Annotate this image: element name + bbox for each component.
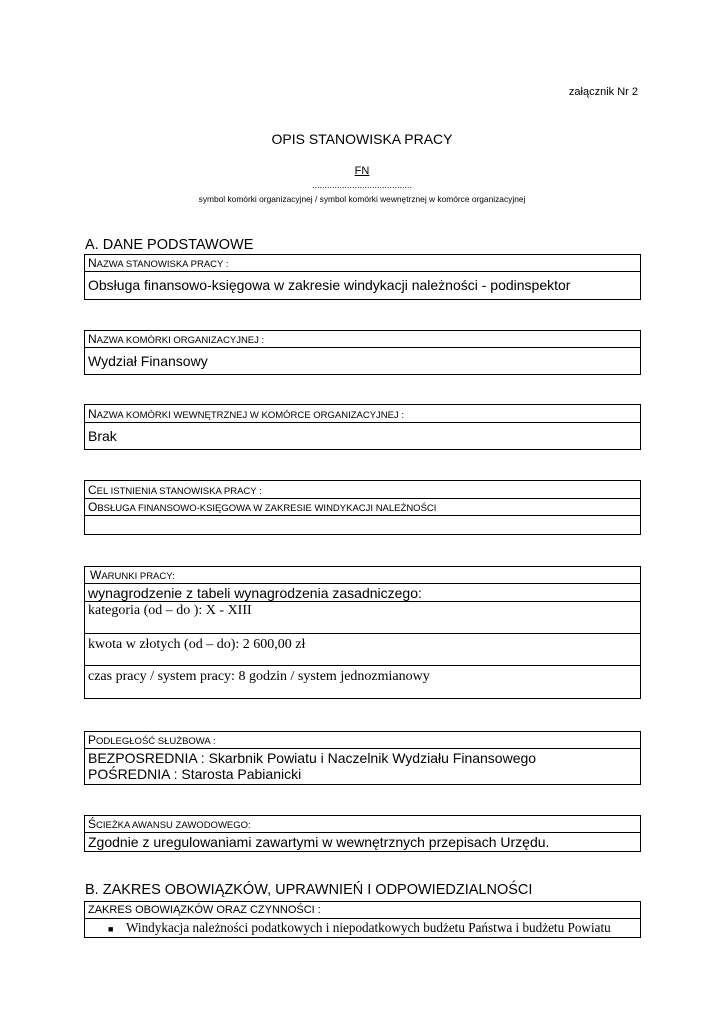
duties-label: ZAKRES OBOWIĄZKÓW ORAZ CZYNNOŚCI : [85,902,640,919]
internal-unit-box [84,404,641,450]
subordination-box [84,731,641,785]
unit-name-box [84,330,641,375]
duty-item-text: Windykacja należności podatkowych i niepodatkowych budżetu Państwa i budżetu Powiatu [126,920,611,935]
subordination-value [85,749,640,784]
work-conditions-label: WARUNKI PRACY: [85,567,640,584]
salary-category: kategoria (od – do ): X - XIII [85,602,640,634]
section-b-heading: B. ZAKRES OBOWIĄZKÓW, UPRAWNIEŃ I ODPOWIEDZIALNOŚCI [85,882,533,898]
position-name-value: Obsługa finansowo-księgowa w zakresie windykacji należności - podinspektor [88,277,571,293]
internal-unit-label: NAZWA KOMÓRKI WEWNĘTRZNEJ W KOMÓRCE ORGANIZACYJNEJ : [85,405,640,423]
symbol-caption: symbol komórki organizacyjnej / symbol komórki wewnętrznej w komórce organizacyjnej [198,194,526,204]
unit-name-label: NAZWA KOMÓRKI ORGANIZACYJNEJ : [85,331,640,348]
symbol-dotted-line: ........................................ [311,180,413,190]
purpose-empty-row [85,516,640,534]
duty-item [85,919,640,937]
career-path-box [84,815,641,852]
career-path-value: Zgodnie z uregulowaniami zawartymi w wewnętrznych przepisach Urzędu. [88,834,550,850]
work-time: czas pracy / system pracy: 8 godzin / system jednozmianowy [88,669,430,684]
unit-name-value: Wydział Finansowy [88,353,208,369]
work-conditions-box [84,566,641,699]
purpose-box [84,480,641,535]
indirect-supervisor: POŚREDNIA : Starosta Pabianicki [88,766,302,782]
subordination-label: PODLEGŁOŚĆ SŁUŻBOWA : [85,732,640,749]
section-a-heading: A. DANE PODSTAWOWE [85,237,254,253]
purpose-value: OBSŁUGA FINANSOWO-KSIĘGOWA W ZAKRESIE WINDYKACJI NALEŻNOŚCI [85,499,640,516]
purpose-label: CEL ISTNIENIA STANOWISKA PRACY : [85,481,640,499]
unit-symbol: FN [354,165,370,177]
internal-unit-value: Brak [88,428,117,444]
salary-table-text: wynagrodzenie z tabeli wynagrodzenia zasadniczego: [85,584,640,602]
duties-box [84,901,641,938]
career-path-label: ŚCIEŻKA AWANSU ZAWODOWEGO: [85,816,640,833]
salary-amount: kwota w złotych (od – do): 2 600,00 zł [85,634,640,666]
bullet-icon: ■ [108,924,114,934]
direct-supervisor: BEZPOSREDNIA : Skarbnik Powiatu i Naczelnik Wydziału Finansowego [88,750,537,766]
position-name-label: NAZWA STANOWISKA PRACY : [85,255,640,272]
document-title: OPIS STANOWISKA PRACY [271,131,453,147]
attachment-number: załącznik Nr 2 [568,86,638,98]
position-name-box [84,254,641,300]
